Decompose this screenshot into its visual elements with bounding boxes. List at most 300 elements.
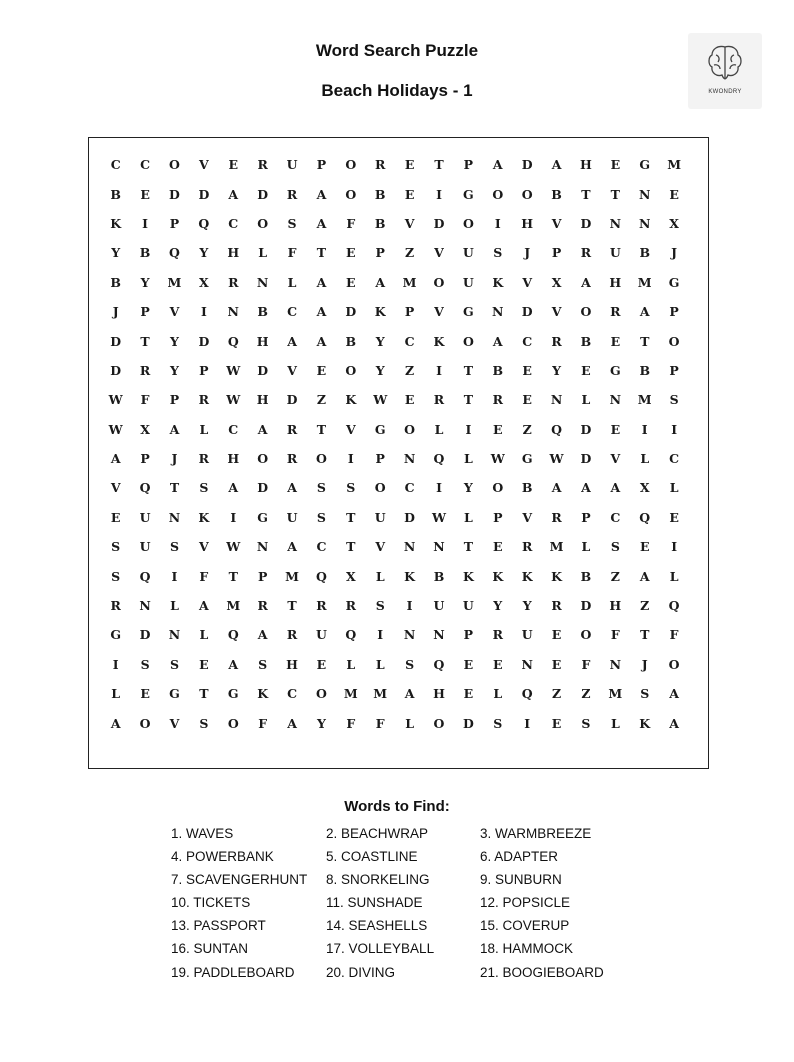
grid-letter: K — [257, 686, 269, 702]
grid-letter: H — [227, 245, 240, 261]
grid-letter: S — [199, 480, 209, 496]
grid-letter: C — [228, 421, 239, 437]
grid-letter: R — [521, 539, 533, 555]
grid-letter: T — [287, 598, 297, 614]
grid-letter: M — [667, 157, 682, 173]
word-item: 18. HAMMOCK — [480, 941, 574, 957]
grid-letter: A — [199, 598, 209, 614]
grid-letter: P — [316, 157, 327, 173]
grid-letter: I — [406, 598, 413, 614]
word-item: 10. TICKETS — [171, 895, 251, 911]
grid-letter: M — [608, 686, 623, 702]
grid-letter: V — [287, 362, 297, 378]
grid-letter: D — [580, 421, 592, 437]
grid-letter: R — [257, 157, 268, 173]
grid-letter: U — [139, 509, 151, 525]
grid-letter: I — [171, 568, 178, 584]
grid-letter: K — [433, 333, 445, 349]
grid-letter: A — [639, 568, 650, 584]
grid-letter: Y — [316, 715, 326, 731]
grid-letter: R — [316, 598, 327, 614]
grid-letter: S — [610, 539, 620, 555]
grid-letter: D — [462, 715, 474, 731]
grid-letter: Y — [552, 362, 562, 378]
grid-letter: A — [287, 333, 297, 349]
word-item: 12. POPSICLE — [480, 895, 571, 911]
grid-letter: O — [492, 186, 504, 202]
word-item: 17. VOLLEYBALL — [326, 941, 435, 957]
grid-letter: S — [316, 509, 326, 525]
grid-letter: B — [580, 568, 592, 584]
grid-letter: K — [345, 392, 357, 408]
word-item: 3. WARMBREEZE — [480, 826, 592, 841]
grid-letter: D — [257, 480, 269, 496]
grid-letter: B — [139, 245, 151, 261]
grid-letter: Y — [493, 598, 503, 614]
puzzle-title: Word Search Puzzle — [315, 41, 479, 60]
grid-letter: P — [169, 215, 180, 231]
grid-letter: A — [581, 480, 591, 496]
grid-letter: G — [169, 686, 180, 702]
grid-letter: Y — [463, 480, 473, 496]
grid-letter: Q — [433, 451, 445, 467]
grid-letter: M — [226, 598, 241, 614]
grid-letter: I — [200, 304, 207, 320]
grid-letter: D — [404, 509, 416, 525]
grid-letter: E — [346, 245, 356, 261]
grid-letter: B — [257, 304, 268, 320]
word-item: 6. ADAPTER — [480, 849, 559, 865]
grid-letter: I — [524, 715, 531, 731]
word-item: 2. BEACHWRAP — [326, 826, 429, 841]
word-item: 13. PASSPORT — [171, 918, 266, 934]
grid-letter: O — [492, 480, 504, 496]
grid-letter: S — [346, 480, 356, 496]
grid-letter: B — [639, 362, 651, 378]
grid-letter: E — [404, 392, 415, 408]
grid-letter: X — [551, 274, 562, 290]
grid-letter: E — [493, 421, 503, 437]
grid-letter: U — [374, 509, 386, 525]
grid-letter: U — [521, 627, 533, 643]
grid-letter: L — [375, 656, 385, 672]
grid-letter: P — [669, 362, 679, 378]
grid-letter: E — [493, 656, 503, 672]
word-item: 14. SEASHELLS — [326, 918, 428, 934]
word-item: 15. COVERUP — [480, 918, 570, 934]
grid-letter: V — [434, 245, 444, 261]
grid-letter: X — [345, 568, 356, 584]
grid-letter: D — [521, 304, 533, 320]
grid-letter: N — [403, 627, 416, 643]
grid-letter: S — [199, 715, 209, 731]
grid-letter: B — [521, 480, 533, 496]
grid-letter: S — [405, 656, 415, 672]
grid-letter: B — [551, 186, 562, 202]
grid-letter: D — [580, 598, 592, 614]
grid-letter: I — [436, 186, 442, 202]
grid-letter: F — [258, 715, 268, 731]
grid-letter: I — [112, 656, 119, 672]
grid-letter: G — [521, 451, 533, 467]
grid-letter: G — [227, 686, 239, 702]
grid-letter: R — [286, 627, 298, 643]
grid-letter: R — [198, 392, 210, 408]
grid-letter: W — [226, 539, 241, 555]
grid-letter: N — [609, 392, 622, 408]
grid-letter: Z — [405, 362, 415, 378]
grid-letter: U — [462, 274, 474, 290]
grid-letter: E — [463, 686, 474, 702]
grid-letter: C — [404, 333, 415, 349]
grid-letter: I — [142, 215, 149, 231]
grid-letter: S — [169, 539, 179, 555]
grid-letter: S — [316, 480, 326, 496]
grid-letter: S — [493, 715, 503, 731]
grid-letter: A — [581, 274, 591, 290]
grid-letter: E — [404, 157, 415, 173]
grid-letter: O — [433, 715, 445, 731]
grid-letter: V — [169, 304, 180, 320]
word-item: 7. SCAVENGERHUNT — [171, 872, 308, 888]
logo-text: KWONDRY — [708, 89, 742, 95]
grid-letter: A — [610, 480, 621, 496]
grid-letter: L — [669, 480, 679, 496]
grid-letter: C — [316, 539, 327, 555]
grid-letter: N — [492, 304, 504, 320]
grid-letter: A — [287, 539, 297, 555]
grid-letter: P — [669, 304, 679, 320]
grid-letter: F — [375, 715, 385, 731]
grid-letter: O — [462, 333, 474, 349]
grid-letter: P — [140, 304, 150, 320]
grid-letter: I — [377, 627, 384, 643]
grid-letter: D — [345, 304, 357, 320]
grid-letter: L — [199, 627, 209, 643]
grid-letter: O — [433, 274, 445, 290]
grid-letter: P — [463, 157, 474, 173]
grid-letter: W — [108, 392, 123, 408]
grid-letter: D — [110, 362, 122, 378]
grid-letter: S — [640, 686, 650, 702]
grid-letter: R — [492, 627, 503, 643]
grid-letter: O — [580, 304, 592, 320]
grid-letter: M — [549, 539, 564, 555]
grid-letter: R — [610, 304, 621, 320]
grid-letter: K — [521, 568, 533, 584]
grid-letter: O — [315, 451, 327, 467]
grid-letter: A — [551, 157, 562, 173]
word-item: 9. SUNBURN — [480, 872, 562, 888]
grid-letter: V — [169, 715, 180, 731]
grid-letter: P — [257, 568, 268, 584]
grid-letter: O — [462, 215, 474, 231]
grid-letter: O — [345, 157, 357, 173]
grid-letter: A — [492, 157, 503, 173]
grid-letter: S — [669, 392, 679, 408]
grid-letter: I — [641, 421, 648, 437]
grid-letter: N — [403, 451, 416, 467]
grid-letter: O — [257, 215, 269, 231]
grid-letter: D — [257, 362, 269, 378]
grid-letter: K — [639, 715, 651, 731]
grid-letter: I — [671, 539, 678, 555]
grid-letter: Q — [345, 627, 357, 643]
grid-letter: S — [258, 656, 268, 672]
grid-letter: R — [580, 245, 592, 261]
word-list — [171, 826, 630, 988]
grid-letter: L — [493, 686, 503, 702]
grid-letter: D — [198, 333, 210, 349]
grid-letter: N — [521, 656, 533, 672]
grid-letter: U — [139, 539, 151, 555]
grid-letter: N — [639, 186, 651, 202]
grid-letter: I — [230, 509, 237, 525]
grid-letter: B — [110, 186, 121, 202]
grid-letter: W — [373, 392, 388, 408]
word-item: 4. POWERBANK — [171, 849, 274, 865]
grid-letter: A — [228, 480, 239, 496]
grid-letter: E — [463, 656, 474, 672]
grid-letter: L — [346, 656, 356, 672]
brain-icon — [706, 43, 744, 83]
grid-letter: Z — [316, 392, 326, 408]
words-heading: Words to Find: — [344, 798, 450, 815]
grid-letter: V — [610, 451, 621, 467]
grid-letter: V — [345, 421, 356, 437]
grid-letter: U — [609, 245, 621, 261]
grid-letter: U — [286, 157, 298, 173]
grid-letter: R — [551, 509, 562, 525]
grid-letter: A — [316, 274, 327, 290]
grid-letter: E — [493, 539, 503, 555]
grid-letter: B — [433, 568, 445, 584]
grid-letter: S — [375, 598, 385, 614]
grid-letter: A — [316, 333, 327, 349]
grid-letter: K — [198, 509, 210, 525]
grid-letter: Z — [610, 568, 620, 584]
grid-letter: G — [257, 509, 268, 525]
grid-letter: P — [199, 362, 209, 378]
grid-letter: P — [140, 451, 150, 467]
grid-letter: T — [316, 421, 327, 437]
grid-letter: R — [139, 362, 151, 378]
grid-letter: J — [171, 451, 178, 467]
grid-letter: N — [609, 656, 622, 672]
grid-letter: C — [140, 157, 151, 173]
grid-letter: E — [669, 186, 679, 202]
grid-letter: R — [375, 157, 386, 173]
grid-letter: Z — [405, 245, 415, 261]
grid-letter: C — [404, 480, 415, 496]
grid-letter: V — [110, 480, 121, 496]
grid-letter: W — [226, 392, 241, 408]
grid-letter: C — [287, 686, 298, 702]
grid-letter: O — [345, 186, 357, 202]
word-search-grid-frame — [88, 137, 709, 769]
grid-letter: V — [199, 157, 209, 173]
grid-letter: A — [551, 480, 562, 496]
grid-letter: Q — [433, 656, 445, 672]
grid-letter: Q — [227, 333, 239, 349]
grid-letter: N — [139, 598, 151, 614]
grid-letter: F — [199, 568, 209, 584]
grid-letter: A — [375, 274, 386, 290]
word-item: 1. WAVES — [171, 826, 234, 841]
grid-letter: R — [110, 598, 121, 614]
grid-letter: T — [640, 627, 650, 643]
grid-letter: L — [405, 715, 414, 731]
grid-letter: H — [433, 686, 445, 702]
grid-letter: T — [169, 480, 180, 496]
grid-letter: L — [375, 568, 385, 584]
grid-letter: T — [463, 539, 474, 555]
grid-letter: U — [462, 245, 474, 261]
grid-letter: O — [521, 186, 533, 202]
grid-letter: S — [111, 568, 121, 584]
grid-letter: T — [581, 186, 591, 202]
grid-letter: F — [581, 656, 591, 672]
grid-letter: K — [374, 304, 386, 320]
grid-letter: L — [640, 451, 650, 467]
grid-letter: K — [110, 215, 122, 231]
grid-letter: D — [521, 157, 533, 173]
grid-letter: X — [199, 274, 209, 290]
grid-letter: Q — [139, 568, 151, 584]
grid-letter: E — [404, 186, 415, 202]
grid-letter: F — [140, 392, 150, 408]
grid-letter: V — [375, 539, 386, 555]
grid-letter: S — [287, 215, 297, 231]
grid-letter: F — [610, 627, 620, 643]
grid-letter: B — [110, 274, 121, 290]
grid-letter: N — [168, 627, 181, 643]
grid-letter: P — [493, 509, 503, 525]
grid-letter: W — [549, 451, 564, 467]
grid-letter: O — [139, 715, 151, 731]
grid-letter: Q — [668, 598, 680, 614]
grid-letter: W — [226, 362, 241, 378]
grid-letter: H — [286, 656, 298, 672]
grid-letter: V — [434, 304, 444, 320]
grid-letter: V — [551, 304, 562, 320]
grid-letter: N — [227, 304, 239, 320]
grid-letter: E — [199, 656, 209, 672]
grid-letter: R — [433, 392, 445, 408]
grid-letter: L — [463, 451, 473, 467]
grid-letter: Q — [227, 627, 239, 643]
grid-letter: A — [404, 686, 415, 702]
grid-letter: H — [256, 333, 269, 349]
grid-letter: L — [669, 568, 679, 584]
grid-letter: G — [639, 157, 651, 173]
grid-letter: X — [140, 421, 150, 437]
grid-letter: H — [227, 451, 240, 467]
grid-letter: I — [465, 421, 472, 437]
grid-letter: V — [199, 539, 209, 555]
grid-letter: V — [522, 274, 533, 290]
grid-letter: P — [581, 509, 591, 525]
grid-letter: O — [374, 480, 386, 496]
grid-letter: S — [493, 245, 503, 261]
grid-letter: P — [463, 627, 474, 643]
grid-letter: R — [228, 274, 239, 290]
grid-letter: J — [524, 245, 531, 261]
grid-letter: A — [110, 451, 121, 467]
grid-letter: W — [431, 509, 447, 525]
grid-letter: J — [112, 304, 119, 320]
grid-letter: Q — [139, 480, 151, 496]
grid-letter: L — [610, 715, 620, 731]
grid-letter: M — [637, 274, 652, 290]
grid-letter: A — [110, 715, 121, 731]
grid-letter: M — [285, 568, 299, 584]
grid-letter: E — [316, 656, 327, 672]
grid-letter: Y — [170, 333, 179, 349]
grid-letter: P — [375, 245, 385, 261]
grid-letter: E — [522, 392, 532, 408]
grid-letter: T — [316, 245, 327, 261]
grid-letter: L — [170, 598, 179, 614]
grid-letter: O — [169, 157, 180, 173]
grid-letter: E — [522, 362, 532, 378]
grid-letter: A — [669, 715, 679, 731]
grid-letter: Y — [375, 333, 385, 349]
grid-letter: G — [374, 421, 386, 437]
grid-letter: I — [347, 451, 354, 467]
grid-letter: B — [374, 186, 386, 202]
grid-letter: T — [228, 568, 238, 584]
grid-letter: O — [404, 421, 416, 437]
grid-letter: Z — [581, 686, 591, 702]
grid-letter: F — [669, 627, 679, 643]
word-item: 5. COASTLINE — [326, 849, 418, 865]
grid-letter: Y — [111, 245, 121, 261]
grid-letter: E — [316, 362, 327, 378]
grid-letter: L — [581, 392, 591, 408]
grid-letter: B — [639, 245, 651, 261]
grid-letter: E — [610, 157, 621, 173]
grid-letter: A — [228, 186, 239, 202]
grid-letter: F — [346, 215, 356, 231]
grid-letter: L — [581, 539, 591, 555]
grid-letter: L — [463, 509, 473, 525]
grid-letter: Y — [140, 274, 150, 290]
grid-letter: J — [641, 656, 648, 672]
grid-letter: H — [580, 157, 592, 173]
grid-letter: Q — [198, 215, 210, 231]
grid-letter: S — [140, 656, 150, 672]
grid-letter: A — [669, 686, 679, 702]
grid-letter: N — [256, 274, 269, 290]
grid-letter: B — [492, 362, 504, 378]
grid-letter: Z — [551, 686, 562, 702]
word-item: 16. SUNTAN — [171, 941, 249, 957]
grid-letter: C — [669, 451, 680, 467]
grid-letter: H — [256, 392, 269, 408]
grid-letter: K — [404, 568, 416, 584]
grid-letter: E — [140, 186, 150, 202]
grid-letter: W — [490, 451, 505, 467]
grid-letter: B — [580, 333, 592, 349]
grid-letter: O — [257, 451, 269, 467]
grid-letter: P — [169, 392, 180, 408]
grid-letter: S — [169, 656, 179, 672]
grid-letter: L — [258, 245, 268, 261]
grid-letter: E — [551, 627, 562, 643]
grid-letter: A — [228, 656, 239, 672]
grid-letter: E — [110, 509, 121, 525]
